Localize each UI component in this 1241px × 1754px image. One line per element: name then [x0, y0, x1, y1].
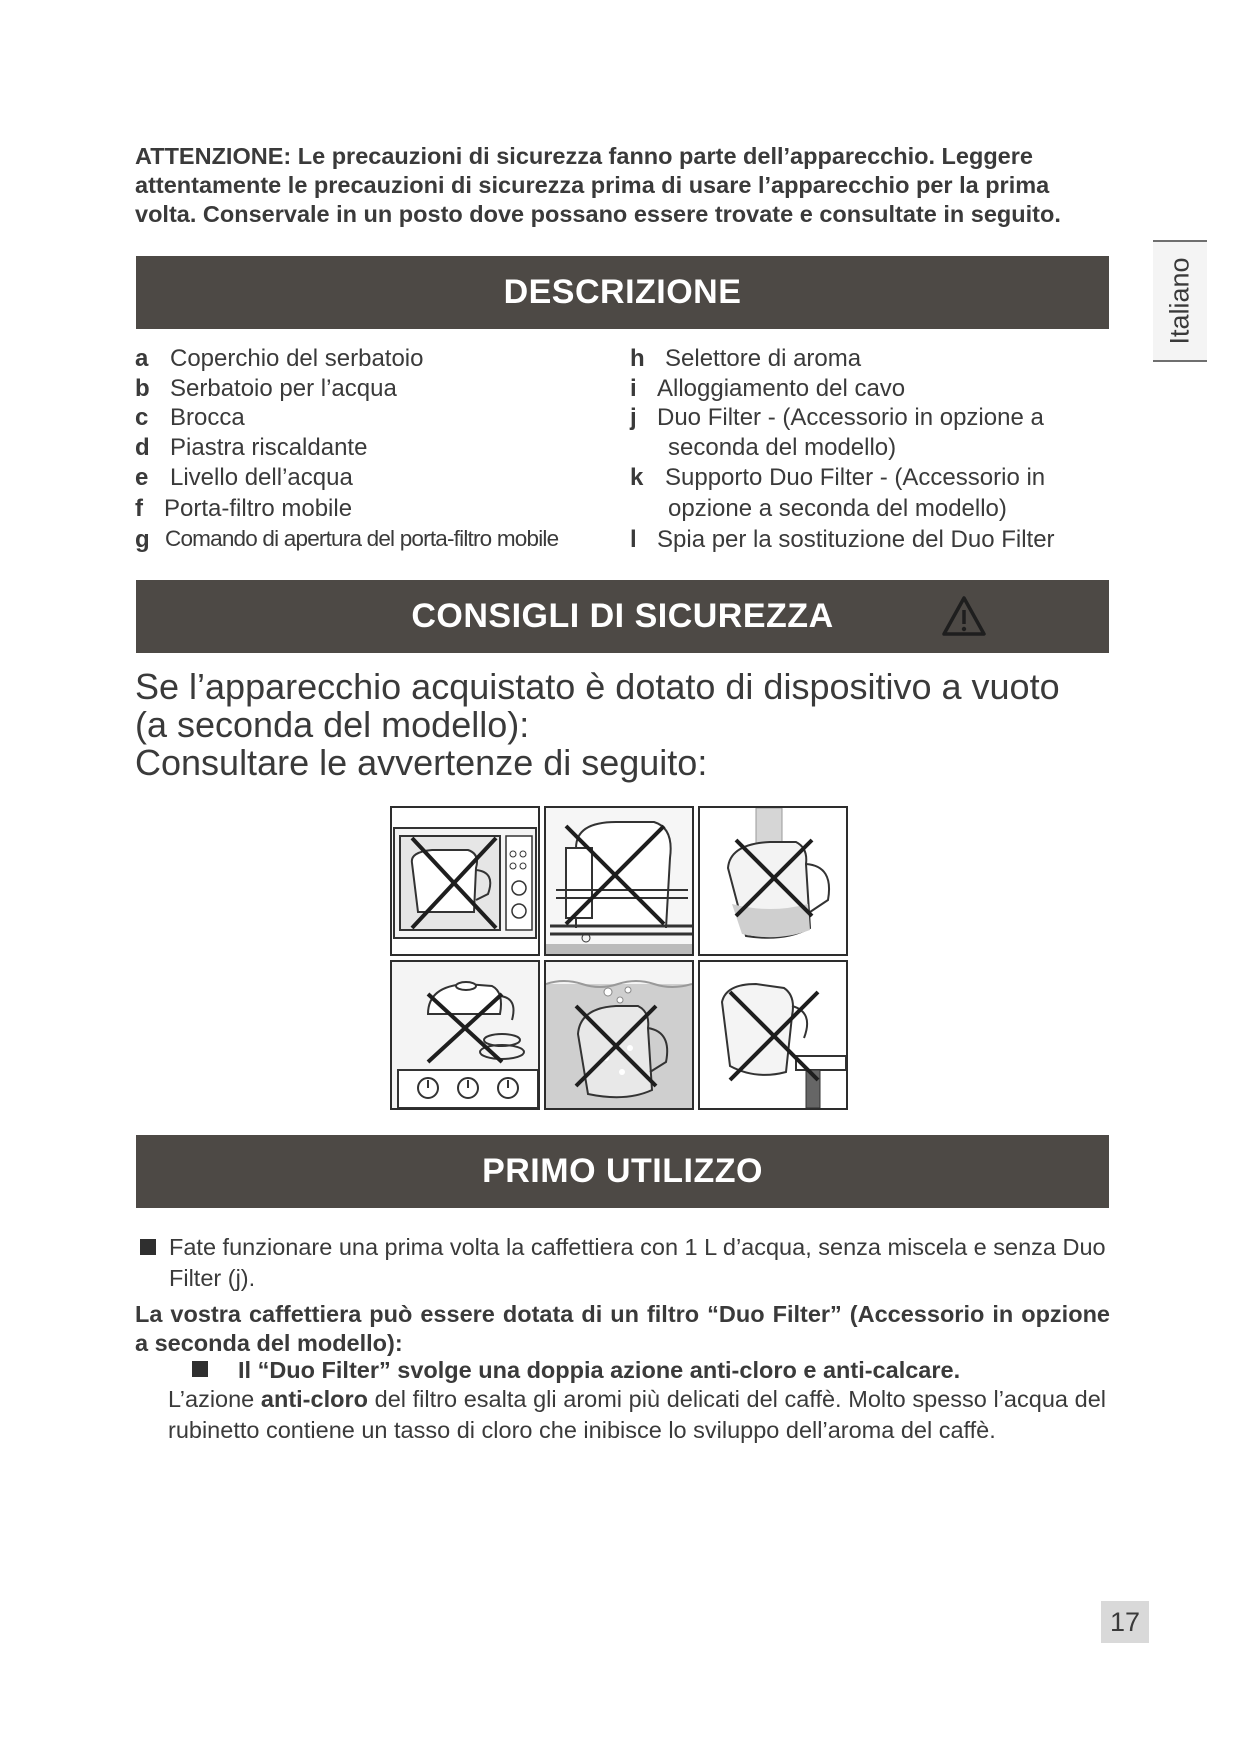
bullet-square-icon — [192, 1361, 208, 1377]
stove-icon — [392, 962, 538, 1108]
language-tab-label: Italiano — [1164, 257, 1195, 345]
no-dishwasher-illustration — [544, 806, 694, 956]
first-use-instruction — [138, 1232, 1113, 1294]
duo-filter-intro: La vostra caffettiera può essere dotata di un filtro “Duo Filter” (Accessorio in opzione a seconda del modello): — [135, 1301, 1110, 1356]
duo-filter-bullet-text: Il “Duo Filter” svolge una doppia azione anti-cloro e anti-calcare. — [238, 1357, 961, 1383]
counter-edge-icon — [700, 962, 846, 1108]
safety-intro-line: (a seconda del modello): — [135, 704, 530, 745]
dishwasher-icon — [546, 808, 692, 954]
no-tap-filling-illustration — [698, 806, 848, 956]
safety-warning: ATTENZIONE: Le precauzioni di sicurezza fanno parte dell’apparecchio. Leggere attentamente le precauzioni di sicurezza prima di usare l’apparecchio per la prima volta. Conservale in un posto dove possano essere trovate e consultate in seguito. — [135, 143, 1061, 227]
anti-chlorine-bold: anti-cloro — [260, 1386, 368, 1412]
anti-chlorine-prefix: L’azione — [168, 1386, 261, 1412]
manual-page: ATTENZIONE: Le precauzioni di sicurezza fanno parte dell’apparecchio. Leggere attentamente le precauzioni di sicurezza prima di usare l’apparecchio per la prima volta. Conservale in un posto dove possano essere trovate e consultate in seguito. Italiano DESCRIZIONE a Coperchio del serbatoio b Serbatoio per l’acqua c Brocca d Piastra riscaldante e Livello dell’acqua f Porta-filtro mobile g Comando di apertura del porta-filtro mobile h Selettore di aroma i Alloggiamento del cavo j Duo Filter - (Accessorio in opzione a seconda del modello) k Supporto Duo Filter - (Accessorio in opzione a seconda del modello) l Spia per la sostituzione del Duo Filter CONSIGLI DI SICUREZZA Se l’apparecchio acquistato è dotato di dispositivo a vuoto (a seconda del modello): Consultare le avvertenze di seguito: PRIMO UTILIZZO Fate funzionare una prima volta la caffettiera con 1 L d’acqua, senza miscela e senza Duo Filter (j). La vostra caffettiera può essere dotata di un filtro “Duo Filter” (Accessorio in opzione a seconda del modello): Il “Duo Filter” svolge una doppia azione anti-cloro e anti-calcare. L’azione anti-cloro del filtro esalta gli aromi più delicati del caffè. Molto spesso l’acqua del rubinetto contiene un tasso di cloro che inibisce lo sviluppo dell’aroma del caffè. 17 — [0, 0, 1241, 1754]
section-header-sicurezza — [136, 580, 1109, 653]
water-immersion-icon — [546, 962, 692, 1108]
anti-chlorine-paragraph — [168, 1384, 1106, 1446]
no-edge-placement-illustration — [698, 960, 848, 1110]
language-tab — [1153, 240, 1207, 362]
section-title-sicurezza: CONSIGLI DI SICUREZZA — [411, 597, 834, 635]
anti-chlorine-rest: del filtro esalta gli aromi più delicati del caffè. Molto spesso l’acqua del rubinetto contiene un tasso di cloro che inibisce lo sviluppo dell’aroma del caffè. — [168, 1386, 1106, 1443]
duo-filter-bullet — [192, 1357, 960, 1384]
section-title-primo-utilizzo: PRIMO UTILIZZO — [482, 1152, 763, 1190]
bullet-square-icon — [140, 1239, 156, 1255]
warning-triangle-icon — [942, 596, 986, 636]
tap-icon — [700, 808, 846, 954]
no-stove-illustration — [390, 960, 540, 1110]
safety-intro — [135, 668, 1115, 782]
microwave-icon — [392, 808, 538, 954]
safety-intro-line: Consultare le avvertenze di seguito: — [135, 742, 708, 783]
safety-intro-line: Se l’apparecchio acquistato è dotato di dispositivo a vuoto — [135, 666, 1060, 707]
section-title-descrizione: DESCRIZIONE — [503, 273, 742, 311]
no-immersion-illustration — [544, 960, 694, 1110]
safety-illustrations — [390, 806, 850, 1114]
first-use-text: Fate funzionare una prima volta la caffettiera con 1 L d’acqua, senza miscela e senza Duo Filter (j). — [169, 1234, 1106, 1291]
section-header-primo-utilizzo — [136, 1135, 1109, 1208]
section-header-descrizione — [136, 256, 1109, 329]
no-microwave-illustration — [390, 806, 540, 956]
page-number: 17 — [1101, 1601, 1149, 1643]
